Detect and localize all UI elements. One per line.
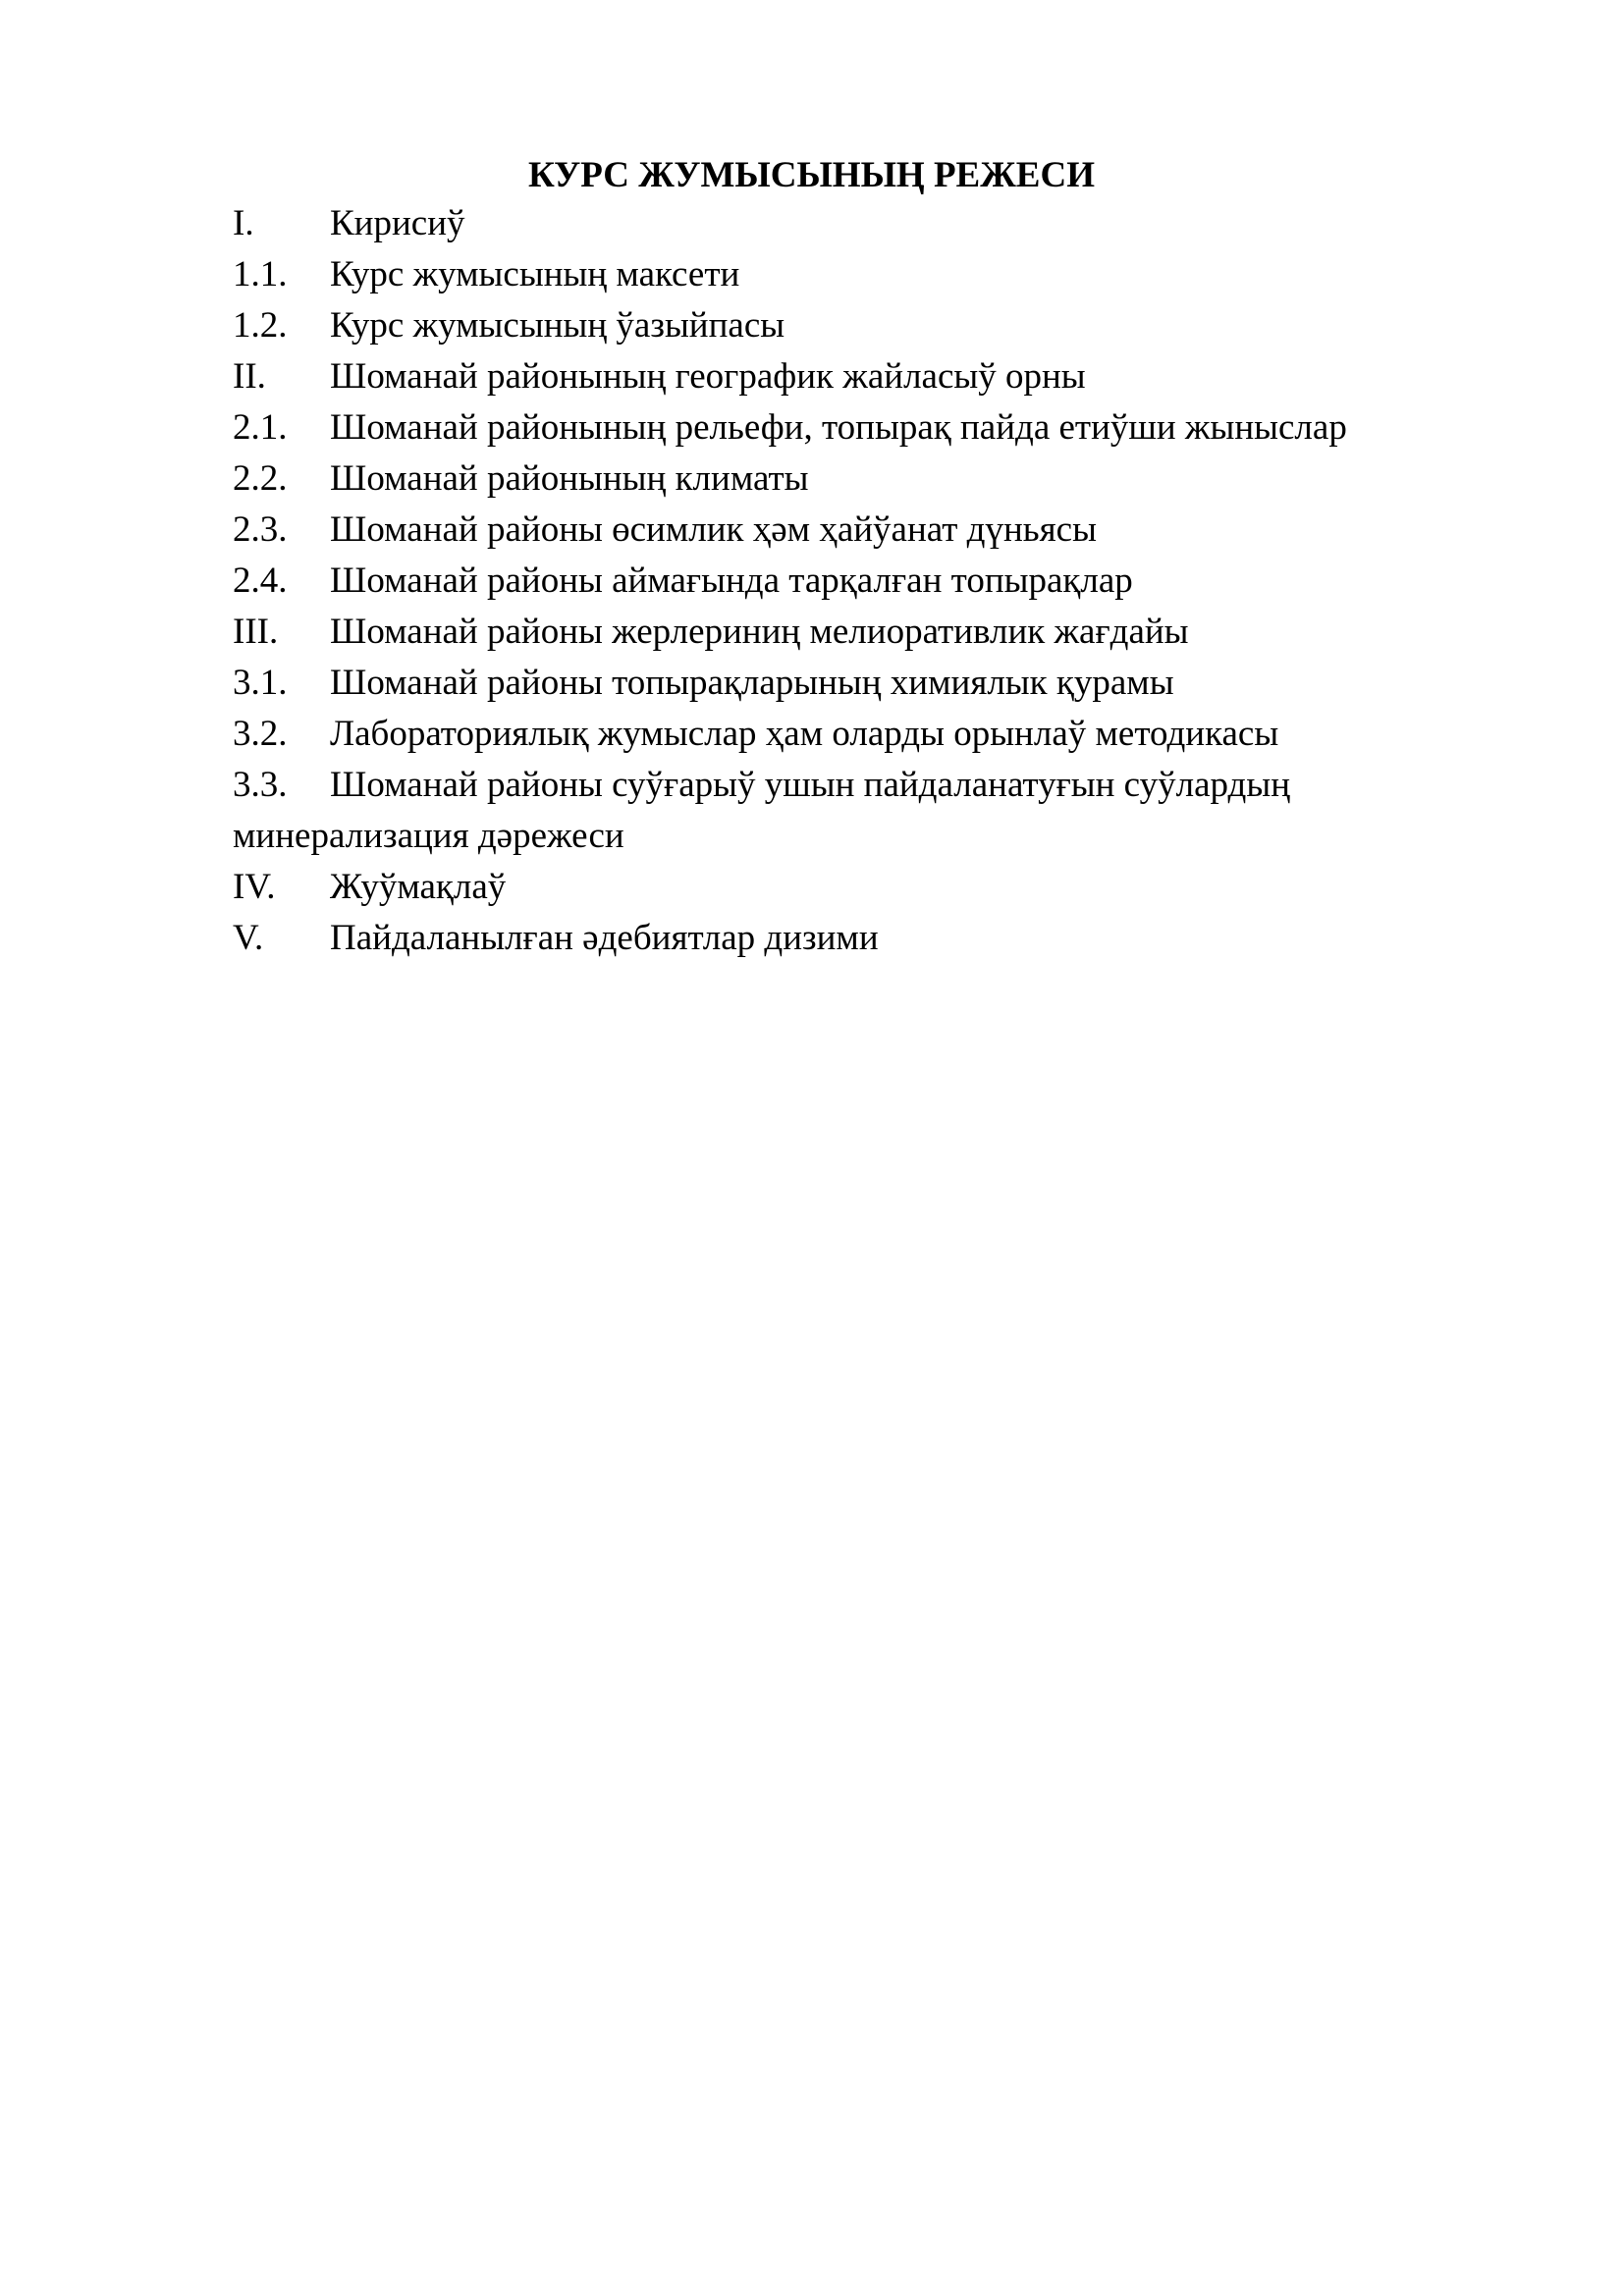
toc-item-3-3: [233, 760, 1450, 862]
toc-text: Лабораториялық жумыслар ҳам оларды орынлаў методикасы: [330, 714, 1279, 754]
toc-number: 1.1.: [233, 254, 288, 294]
toc-item-references: [233, 913, 1450, 964]
toc-number: 3.3.: [233, 765, 288, 805]
toc-item-chapter-3: [233, 607, 1450, 658]
toc-number: I.: [233, 203, 254, 243]
toc-number: 1.2.: [233, 305, 288, 346]
toc-item-2-2: [233, 454, 1450, 505]
toc-number: 3.2.: [233, 714, 288, 754]
toc-number: 2.1.: [233, 407, 288, 448]
toc-item-chapter-2: [233, 351, 1450, 402]
toc-text: Курс жумысының ўазыйпасы: [330, 305, 785, 346]
toc-number: 2.4.: [233, 561, 288, 601]
toc-item-3-2: [233, 709, 1450, 760]
toc-text: Шоманай районының рельефи, топырақ пайда етиўши жыныслар: [330, 407, 1347, 448]
toc-number: IV.: [233, 867, 276, 907]
toc-text: Шоманай районының географик жайласыў орны: [330, 356, 1086, 397]
toc-item-conclusion: [233, 862, 1450, 913]
table-of-contents: [233, 198, 1450, 964]
toc-number: 2.3.: [233, 509, 288, 550]
toc-item-3-1: [233, 658, 1450, 709]
toc-item-2-3: [233, 505, 1450, 556]
toc-item-2-1: [233, 402, 1450, 454]
page-title: КУРС ЖУМЫСЫНЫҢ РЕЖЕСИ: [528, 155, 1095, 195]
toc-item-1-1: [233, 249, 1450, 300]
toc-number: V.: [233, 918, 264, 958]
toc-number: 2.2.: [233, 458, 288, 499]
toc-text: Кирисиў: [330, 203, 465, 243]
toc-number: 3.1.: [233, 663, 288, 703]
toc-text: Курс жумысының максети: [330, 254, 740, 294]
toc-text: Шоманай районы суўғарыў ушын пайдаланатуғын суўлардың: [330, 765, 1290, 805]
toc-number: III.: [233, 612, 279, 652]
toc-text: Шоманай районының климаты: [330, 458, 809, 499]
toc-text: Шоманай районы топырақларының химиялык қурамы: [330, 663, 1174, 703]
toc-number: II.: [233, 356, 266, 397]
toc-item-2-4: [233, 556, 1450, 607]
toc-text: Шоманай районы өсимлик ҳәм ҳайўанат дүньясы: [330, 509, 1097, 550]
toc-text: Пайдаланылған әдебиятлар дизими: [330, 918, 879, 958]
toc-item-intro: [233, 198, 1450, 249]
toc-text: Шоманай районы жерлериниң мелиоративлик жағдайы: [330, 612, 1189, 652]
toc-item-1-2: [233, 300, 1450, 351]
toc-text: Шоманай районы аймағында тарқалған топырақлар: [330, 561, 1133, 601]
toc-text: Жуўмақлаў: [330, 867, 507, 907]
toc-text-continuation: минерализация дәрежеси: [233, 816, 624, 856]
